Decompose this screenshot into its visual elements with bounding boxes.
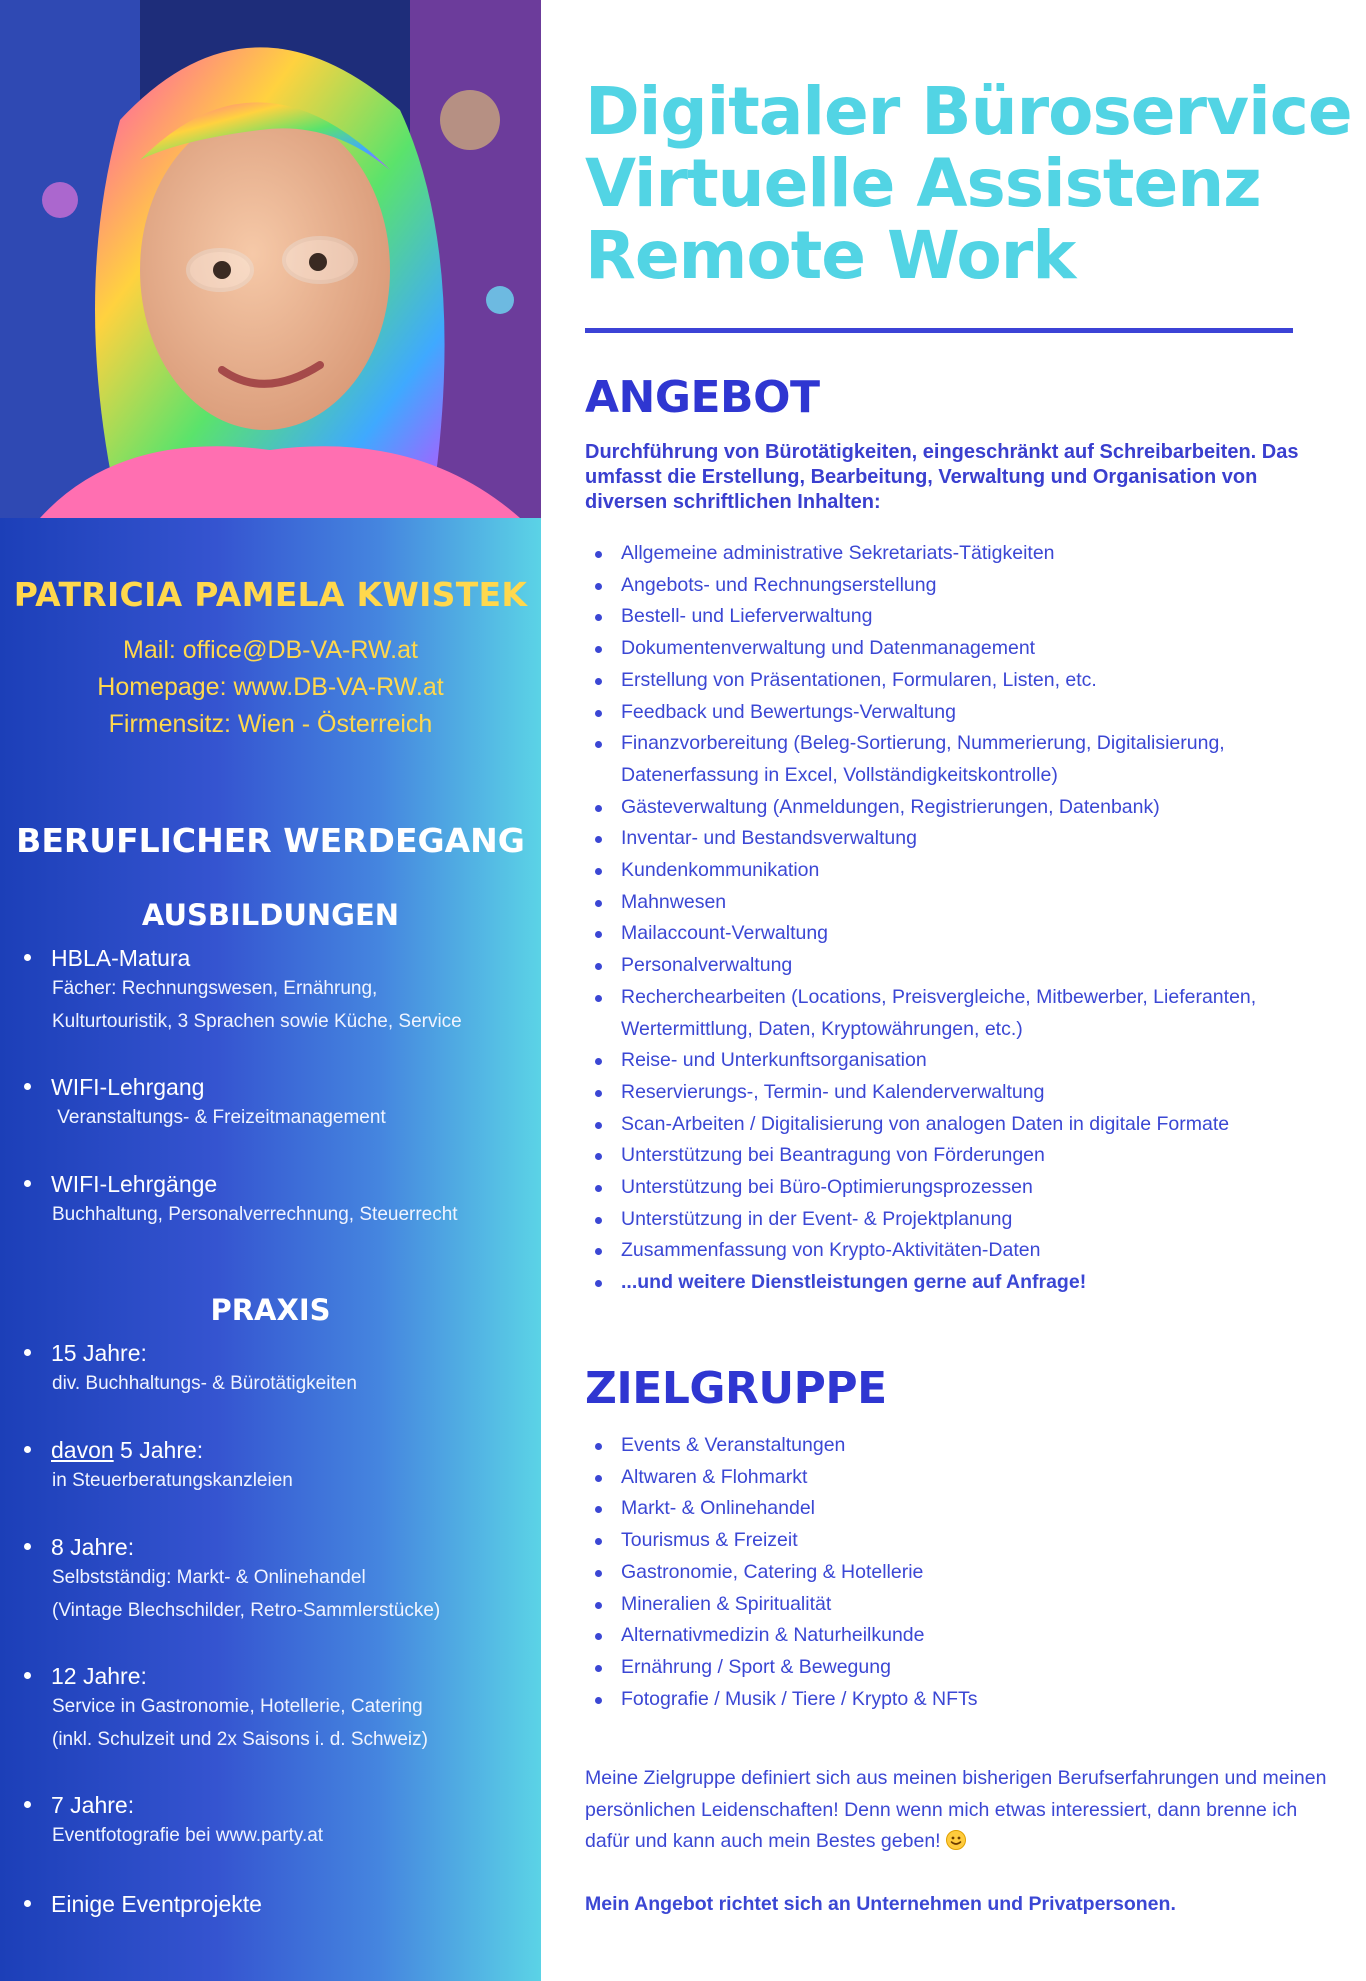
offer-item: Scan-Arbeiten / Digitalisierung von analogen Daten in digitale Formate xyxy=(585,1109,1345,1141)
target-item: Alternativmedizin & Naturheilkunde xyxy=(585,1620,1345,1652)
bullet-dot xyxy=(24,1349,31,1356)
education-sub: Fächer: Rechnungswesen, Ernährung, xyxy=(52,978,378,999)
target-item: Fotografie / Musik / Tiere / Krypto & NFTs xyxy=(585,1684,1345,1716)
bullet-dot xyxy=(24,1672,31,1679)
practice-head-rest: Eventprojekte xyxy=(114,1891,262,1917)
profile-homepage[interactable]: Homepage: www.DB-VA-RW.at xyxy=(97,673,444,701)
portrait-illustration xyxy=(0,0,541,518)
practice-head-first: Einige xyxy=(51,1891,115,1917)
offer-item: Reservierungs-, Termin- und Kalenderverwaltung xyxy=(585,1077,1345,1109)
practice-item xyxy=(24,1534,524,1627)
education-head: WIFI-Lehrgang xyxy=(51,1074,205,1100)
practice-sub: (Vintage Blechschilder, Retro-Sammlerstücke) xyxy=(52,1600,441,1621)
target-item: Markt- & Onlinehandel xyxy=(585,1493,1345,1525)
practice-item xyxy=(24,1792,524,1852)
practice-head-rest: 5 Jahre: xyxy=(113,1437,204,1463)
smiley-icon xyxy=(946,1830,966,1850)
target-item: Mineralien & Spiritualität xyxy=(585,1589,1345,1621)
offer-item: Gästeverwaltung (Anmeldungen, Registrierungen, Datenbank) xyxy=(585,792,1345,824)
offer-item: Angebots- und Rechnungserstellung xyxy=(585,570,1345,602)
education-title: AUSBILDUNGEN xyxy=(141,898,400,932)
bullet-dot xyxy=(24,954,31,961)
offer-item: Unterstützung bei Büro-Optimierungsprozessen xyxy=(585,1172,1345,1204)
education-head: WIFI-Lehrgänge xyxy=(51,1171,218,1197)
offer-item: Finanzvorbereitung (Beleg-Sortierung, Nummerierung, Digitalisierung, Datenerfassung in Excel, Vollständigkeitskontrolle) xyxy=(585,728,1345,791)
offer-item: Bestell- und Lieferverwaltung xyxy=(585,601,1345,633)
page-title xyxy=(585,73,1352,294)
offer-item: Unterstützung bei Beantragung von Förderungen xyxy=(585,1140,1345,1172)
practice-sub: Eventfotografie bei www.party.at xyxy=(52,1825,324,1846)
offer-item: Zusammenfassung von Krypto-Aktivitäten-Daten xyxy=(585,1235,1345,1267)
education-sub: Veranstaltungs- & Freizeitmanagement xyxy=(52,1107,386,1128)
target-item: Gastronomie, Catering & Hotellerie xyxy=(585,1557,1345,1589)
target-item: Ernährung / Sport & Bewegung xyxy=(585,1652,1345,1684)
offer-title: ANGEBOT xyxy=(585,372,820,423)
offer-item: Feedback und Bewertungs-Verwaltung xyxy=(585,697,1345,729)
profile-location: Firmensitz: Wien - Österreich xyxy=(108,710,433,738)
education-item xyxy=(24,1171,524,1231)
offer-intro: Durchführung von Bürotätigkeiten, eingeschränkt auf Schreibarbeiten. Das umfasst die Erstellung, Bearbeitung, Verwaltung und Organisation von diversen schriftlichen Inhalten: xyxy=(585,441,1299,513)
offer-item: Recherchearbeiten (Locations, Preisvergleiche, Mitbewerber, Lieferanten, Wertermittlung, Daten, Kryptowährungen, etc.) xyxy=(585,982,1345,1045)
right-column xyxy=(541,0,1366,1981)
practice-head xyxy=(51,1437,203,1464)
education-head: HBLA-Matura xyxy=(51,945,191,971)
practice-head: 8 Jahre: xyxy=(51,1534,135,1560)
practice-head: 7 Jahre: xyxy=(51,1792,135,1818)
practice-sub: Selbstständig: Markt- & Onlinehandel xyxy=(52,1567,366,1588)
offer-item: Unterstützung in der Event- & Projektplanung xyxy=(585,1204,1345,1236)
offer-item: Mailaccount-Verwaltung xyxy=(585,918,1345,950)
target-list xyxy=(585,1430,1345,1715)
practice-head: 15 Jahre: xyxy=(51,1340,147,1366)
practice-title: PRAXIS xyxy=(210,1293,331,1327)
practice-sub: Service in Gastronomie, Hotellerie, Catering xyxy=(52,1696,423,1717)
practice-item xyxy=(24,1891,524,1918)
target-closing: Mein Angebot richtet sich an Unternehmen und Privatpersonen. xyxy=(585,1893,1176,1915)
bullet-dot xyxy=(24,1801,31,1808)
bullet-dot xyxy=(24,1446,31,1453)
education-item xyxy=(24,1074,524,1134)
practice-item xyxy=(24,1340,524,1400)
title-line: Virtuelle Assistenz xyxy=(585,145,1261,222)
bullet-dot xyxy=(24,1543,31,1550)
target-paragraph-text: Meine Zielgruppe definiert sich aus meinen bisherigen Berufserfahrungen und meinen persönlichen Leidenschaften! Denn wenn mich etwas interessiert, dann brenne ich dafür und kann auch mein Bestes geben! xyxy=(585,1767,1327,1852)
target-paragraph xyxy=(585,1763,1345,1858)
offer-item: Inventar- und Bestandsverwaltung xyxy=(585,823,1345,855)
title-line: Remote Work xyxy=(585,217,1076,294)
offer-item: Mahnwesen xyxy=(585,887,1345,919)
offer-item: Kundenkommunikation xyxy=(585,855,1345,887)
practice-sub: in Steuerberatungskanzleien xyxy=(52,1470,293,1491)
bullet-dot xyxy=(24,1900,31,1907)
bullet-dot xyxy=(24,1083,31,1090)
divider-line xyxy=(585,328,1293,333)
target-title: ZIELGRUPPE xyxy=(585,1363,887,1414)
profile-mail[interactable]: Mail: office@DB-VA-RW.at xyxy=(123,636,418,664)
portrait-image xyxy=(0,0,541,518)
practice-head-underlined: davon xyxy=(51,1437,114,1463)
target-item: Events & Veranstaltungen xyxy=(585,1430,1345,1462)
offer-item: Reise- und Unterkunftsorganisation xyxy=(585,1045,1345,1077)
offer-item: Allgemeine administrative Sekretariats-Tätigkeiten xyxy=(585,538,1345,570)
offer-item: Personalverwaltung xyxy=(585,950,1345,982)
offer-final-item: ...und weitere Dienstleistungen gerne auf Anfrage! xyxy=(585,1267,1345,1299)
practice-item xyxy=(24,1663,524,1756)
education-sub: Kulturtouristik, 3 Sprachen sowie Küche, Service xyxy=(52,1011,462,1032)
left-column xyxy=(0,0,541,1981)
education-item xyxy=(24,945,524,1038)
profile-name: PATRICIA PAMELA KWISTEK xyxy=(13,575,528,614)
practice-item xyxy=(24,1437,524,1497)
bullet-dot xyxy=(24,1180,31,1187)
offer-item: Dokumentenverwaltung und Datenmanagement xyxy=(585,633,1345,665)
target-item: Altwaren & Flohmarkt xyxy=(585,1462,1345,1494)
practice-sub: (inkl. Schulzeit und 2x Saisons i. d. Schweiz) xyxy=(52,1729,428,1750)
practice-head: 12 Jahre: xyxy=(51,1663,147,1689)
title-line: Digitaler Büroservice xyxy=(585,73,1352,150)
career-title: BERUFLICHER WERDEGANG xyxy=(16,821,525,860)
offer-item: Erstellung von Präsentationen, Formularen, Listen, etc. xyxy=(585,665,1345,697)
education-sub: Buchhaltung, Personalverrechnung, Steuerrecht xyxy=(52,1204,458,1225)
practice-sub: div. Buchhaltungs- & Bürotätigkeiten xyxy=(52,1373,357,1394)
target-item: Tourismus & Freizeit xyxy=(585,1525,1345,1557)
practice-head xyxy=(51,1891,262,1918)
offer-list xyxy=(585,538,1345,1299)
